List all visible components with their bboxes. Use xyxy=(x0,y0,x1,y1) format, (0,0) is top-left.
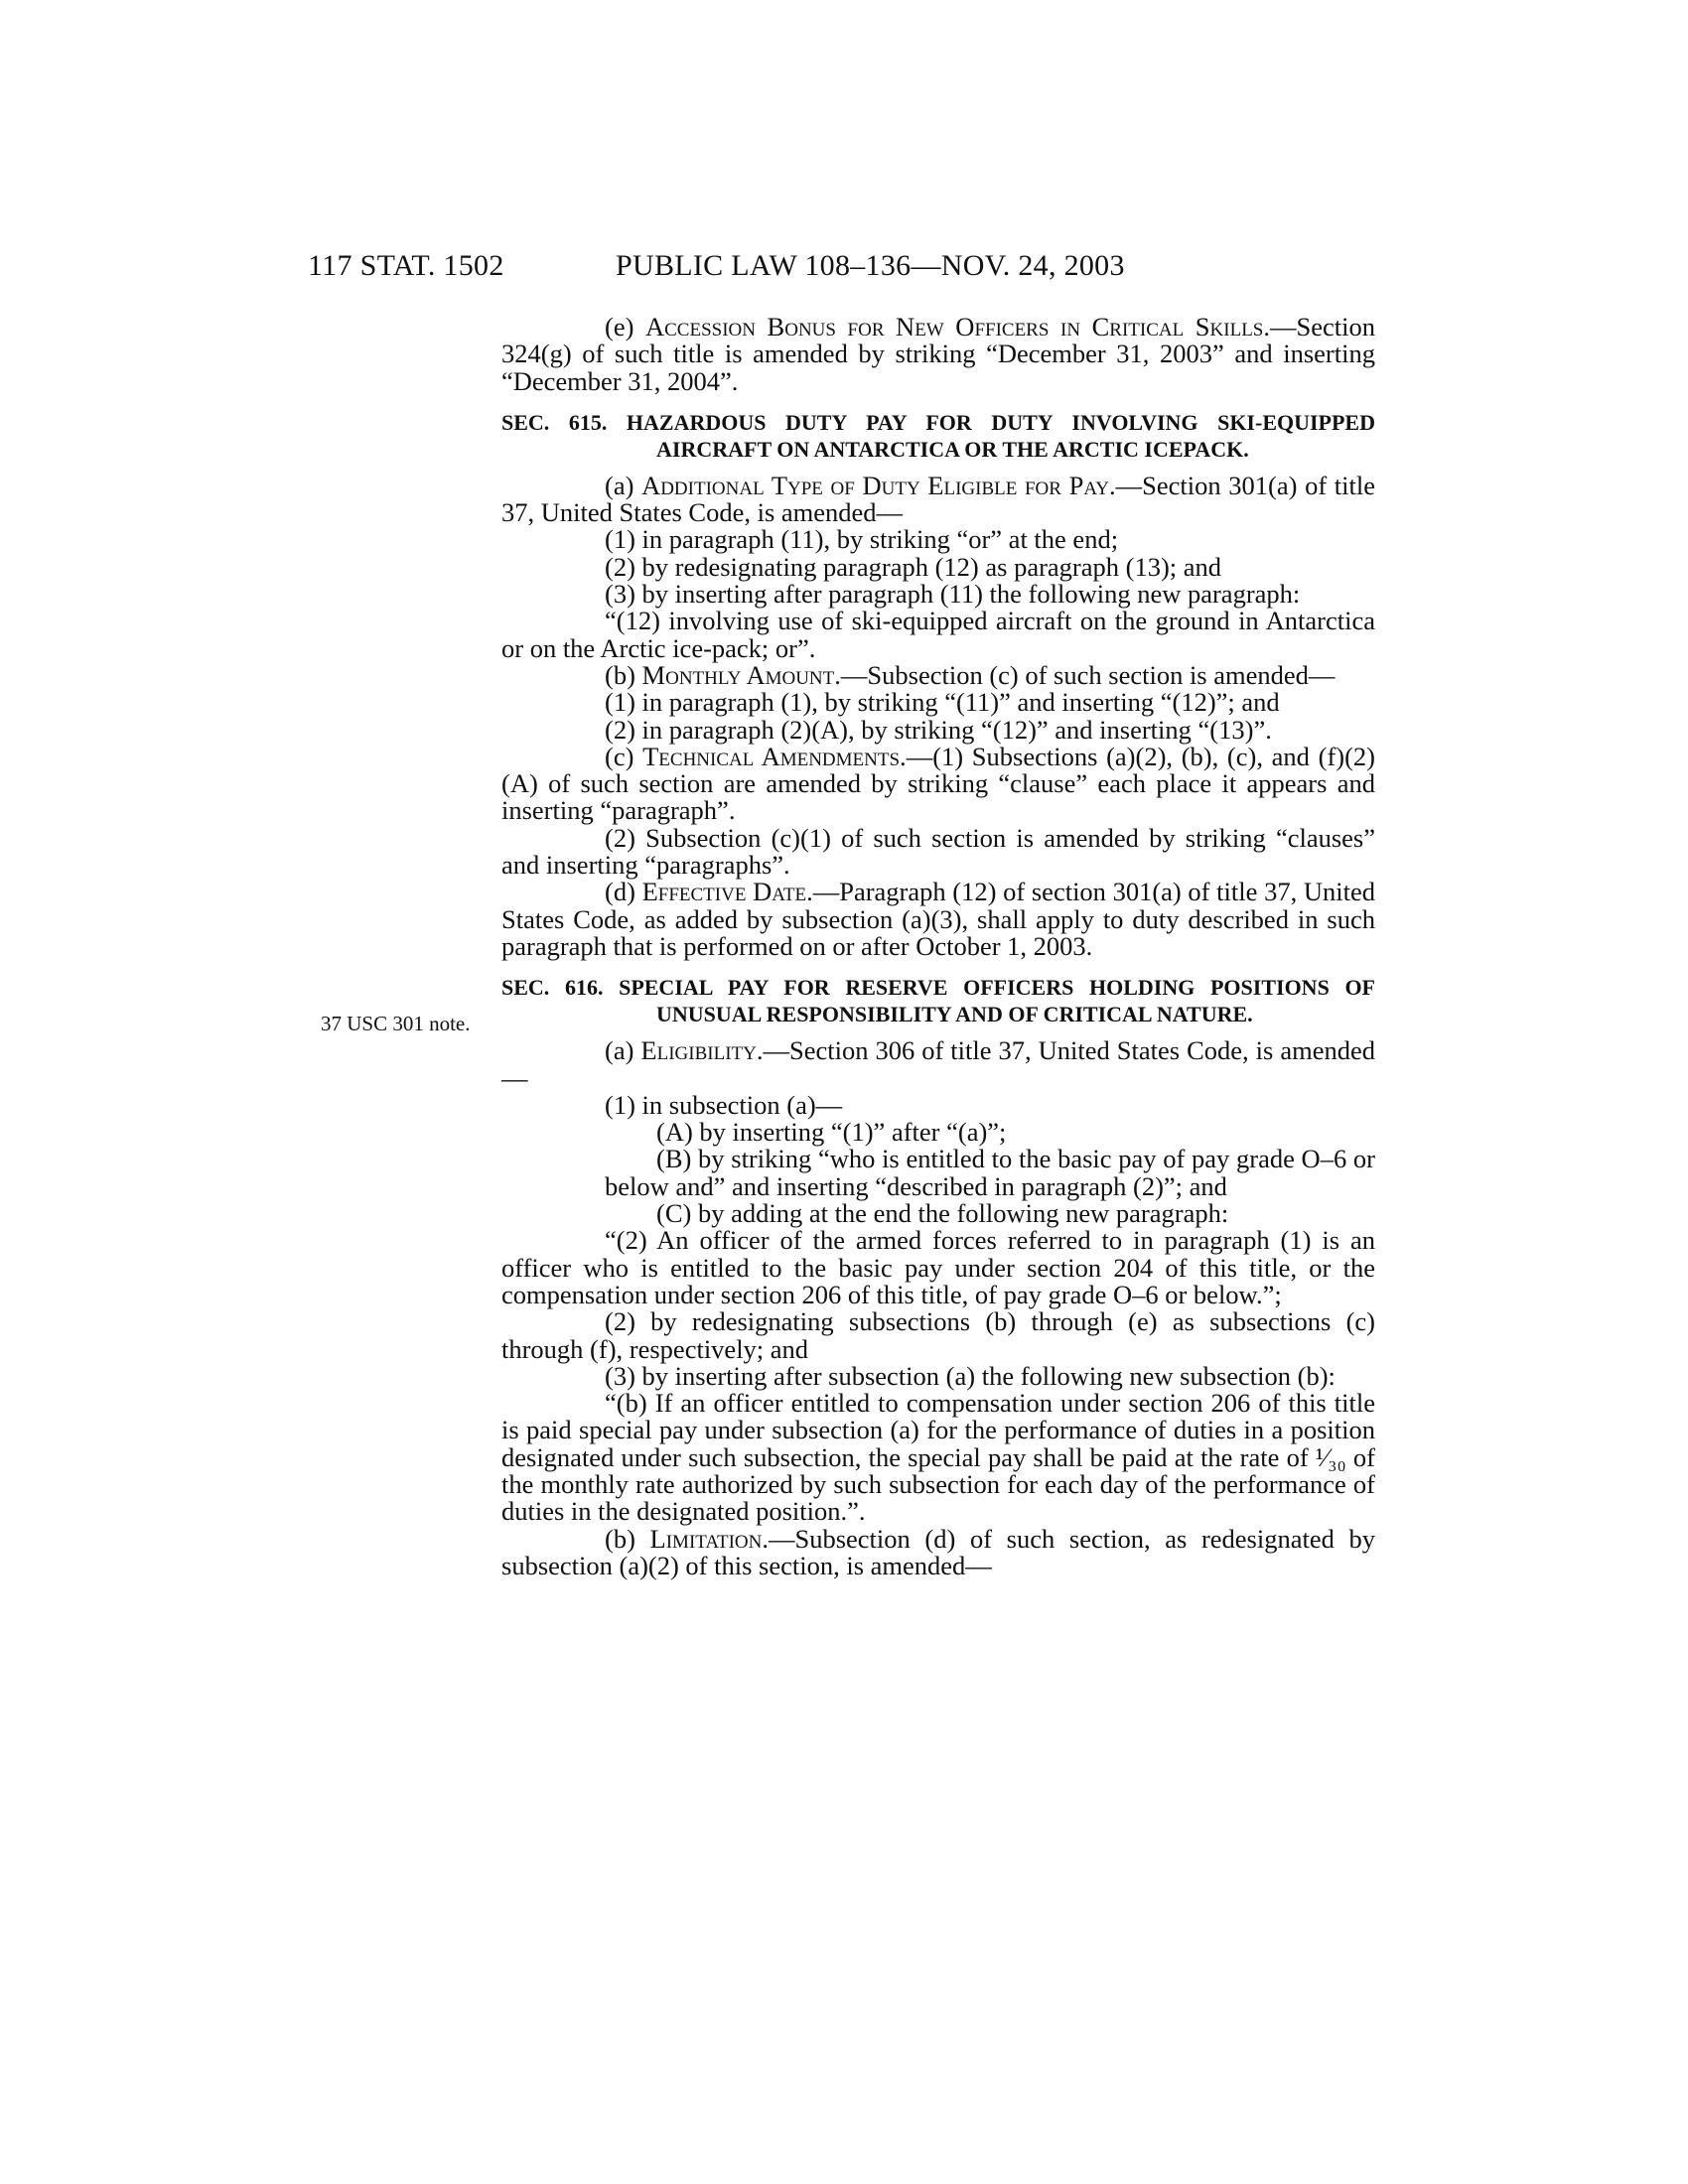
stat-page-number: 117 STAT. 1502 xyxy=(308,249,504,282)
section-615-heading: SEC. 615. HAZARDOUS DUTY PAY FOR DUTY INVOLVING SKI-EQUIPPED AIRCRAFT ON ANTARCTICA OR THE ARCTIC ICEPACK. xyxy=(501,409,1375,462)
subsection-label: (d) xyxy=(605,877,642,907)
subsection-text: —(1) Subsections (a)(2), (b), (c), and (f)(2)(A) of such section are amended by striking “clause” each place it appears and inserting “paragraph”. xyxy=(501,741,1375,826)
section-616-heading: SEC. 616. SPECIAL PAY FOR RESERVE OFFICERS HOLDING POSITIONS OF UNUSUAL RESPONSIBILITY AND OF CRITICAL NATURE. xyxy=(501,975,1375,1027)
section-615-b xyxy=(501,659,1375,690)
subsection-text: —Subsection (c) of such section is amended— xyxy=(840,659,1336,690)
subsection-e xyxy=(501,314,1375,395)
subsection-heading: Limitation. xyxy=(649,1523,769,1554)
subsection-heading: Eligibility. xyxy=(640,1035,764,1066)
section-616-a-1: (1) in subsection (a)— xyxy=(605,1089,843,1120)
section-616-b xyxy=(501,1523,1375,1580)
subsection-heading: Monthly Amount. xyxy=(641,659,841,690)
subsection-text: —Section 306 of title 37, United States Code, is amended— xyxy=(501,1035,1375,1093)
section-616-a-2: (2) by redesignating subsections (b) through (e) as subsections (c) through (f), respectively; and xyxy=(501,1306,1375,1364)
subsection-label: (a) xyxy=(605,1035,641,1066)
section-615-a-1: (1) in paragraph (11), by striking “or” at the end; xyxy=(605,524,1119,555)
section-616-a xyxy=(501,1037,1375,1092)
subsection-label: (e) xyxy=(605,312,645,341)
subsection-text: —Subsection (d) of such section, as redesignated by subsection (a)(2) of this section, is amended— xyxy=(501,1523,1375,1580)
section-615-a xyxy=(501,470,1376,528)
section-616-a-1-A: (A) by inserting “(1)” after “(a)”; xyxy=(656,1117,1007,1148)
section-615-a-2: (2) by redesignating paragraph (12) as paragraph (13); and xyxy=(605,551,1222,582)
section-615-b-1: (1) in paragraph (1), by striking “(11)” and inserting “(12)”; and xyxy=(605,687,1280,718)
subsection-text: —Section 324(g) of such title is amended by striking “December 31, 2003” and inserting “December 31, 2004”. xyxy=(501,312,1375,396)
document-body xyxy=(501,314,1375,1579)
section-615-c xyxy=(501,741,1375,826)
margin-note-usc: 37 USC 301 note. xyxy=(321,1012,471,1035)
public-law-citation: PUBLIC LAW 108–136—NOV. 24, 2003 xyxy=(616,249,1125,282)
subsection-text: —Paragraph (12) of section 301(a) of title 37, United States Code, as added by subsection (a)(3), shall apply to duty described in such paragraph that is performed on or after October 1, 2003. xyxy=(501,877,1375,961)
section-616-a-1-C: (C) by adding at the end the following new paragraph: xyxy=(656,1198,1229,1229)
section-615-a-3-quote: “(12) involving use of ski-equipped aircraft on the ground in Antarctica or on the Arctic ice-pack; or”. xyxy=(501,606,1375,663)
section-615-d xyxy=(501,879,1375,960)
section-616-a-1-C-quote: “(2) An officer of the armed forces referred to in paragraph (1) is an officer who is entitled to the basic pay under section 204 of this title, or the compensation under section 206 of this title, of pay grade O–6 or below.”; xyxy=(501,1225,1375,1309)
subsection-heading: Additional Type of Duty Eligible for Pay. xyxy=(641,470,1116,500)
subsection-heading: Effective Date. xyxy=(641,877,813,907)
page-header xyxy=(0,246,1688,286)
subsection-label: (a) xyxy=(605,470,642,500)
section-616-a-3: (3) by inserting after subsection (a) the following new subsection (b): xyxy=(605,1360,1336,1391)
section-616-a-1-B: (B) by striking “who is entitled to the basic pay of pay grade O–6 or below and” and inserting “described in paragraph (2)”; and xyxy=(605,1144,1375,1201)
section-616-a-3-quote: “(b) If an officer entitled to compensation under section 206 of this title is paid special pay under subsection (a) for the performance of duties in a position designated under such subsection, the special pay shall be paid at the rate of ¹⁄₃₀ of the monthly rate authorized by such subsection for each day of the performance of duties in the designated position.”. xyxy=(501,1388,1375,1527)
section-615-b-2: (2) in paragraph (2)(A), by striking “(12)” and inserting “(13)”. xyxy=(605,714,1272,745)
subsection-label: (b) xyxy=(605,1523,650,1554)
subsection-heading: Accession Bonus for New Officers in Critical Skills. xyxy=(644,312,1270,341)
section-615-a-3: (3) by inserting after paragraph (11) the following new paragraph: xyxy=(605,579,1301,610)
subsection-text: —Section 301(a) of title 37, United States Code, is amended— xyxy=(501,470,1376,528)
subsection-heading: Technical Amendments. xyxy=(642,741,907,771)
section-615-c-2: (2) Subsection (c)(1) of such section is amended by striking “clauses” and inserting “paragraphs”. xyxy=(501,822,1375,881)
subsection-label: (b) xyxy=(605,659,642,690)
subsection-label: (c) xyxy=(605,741,643,771)
